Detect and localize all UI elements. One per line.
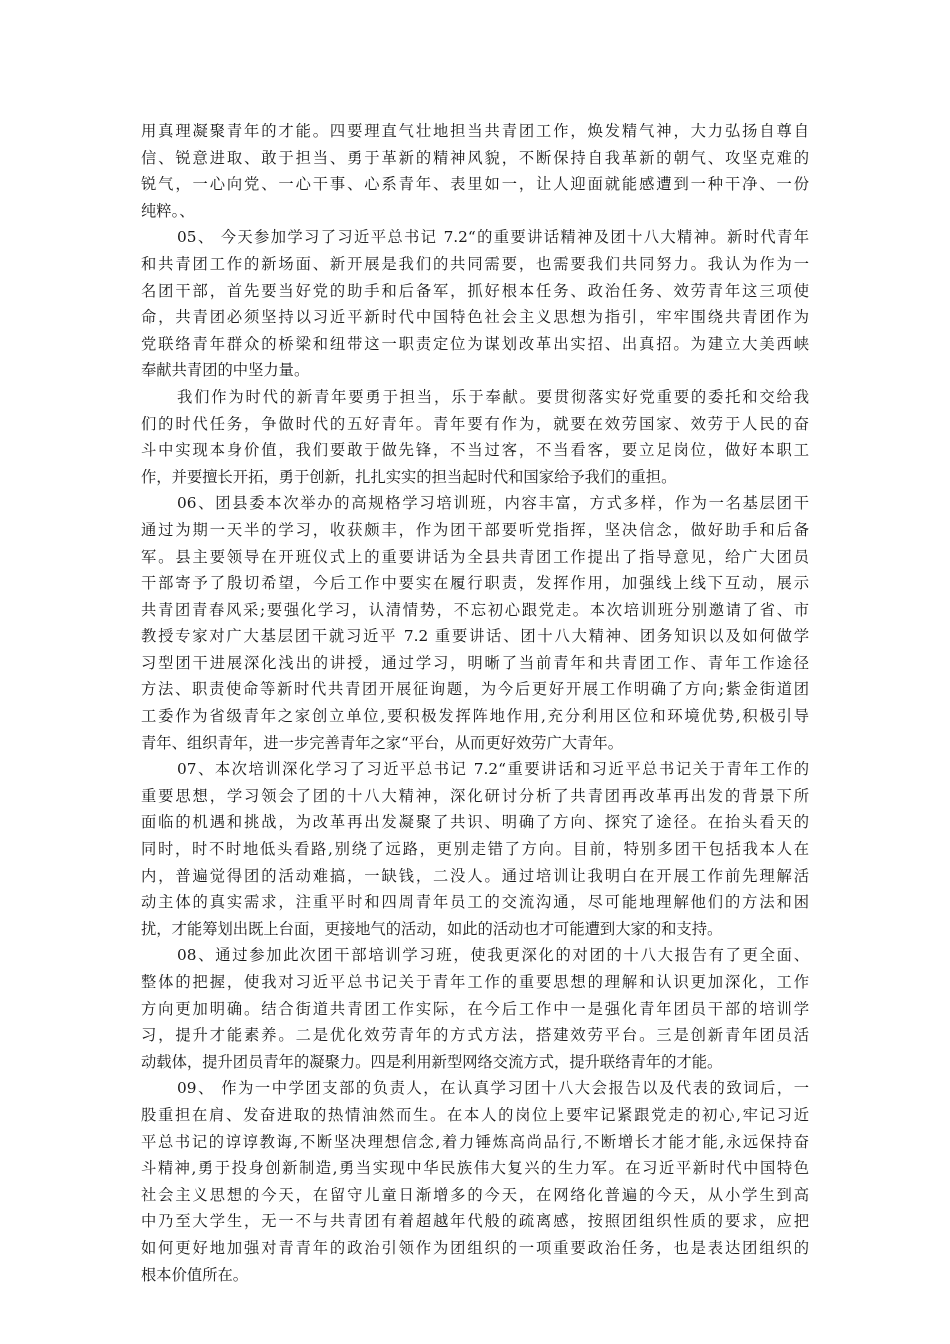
text-line: 干部寄予了殷切希望，今后工作中要实在履行职责，发挥作用，加强线上线下互动，展示 (141, 574, 809, 593)
text-line: 面临的机遇和挑战，为改革再出发凝聚了共识、明确了方向、探究了途径。在抬头看天的 (141, 813, 809, 832)
text-line: 动主体的真实需求，注重平时和四周青年员工的交流沟通，尽可能地理解他们的方法和困 (141, 893, 809, 912)
paragraph (141, 942, 809, 1075)
text-line: 平总书记的谆谆教诲,不断坚决理想信念,着力锤炼高尚品行,不断增长才能才能,永远保持奋 (141, 1132, 809, 1151)
paragraph (141, 224, 809, 384)
paragraph (141, 384, 809, 490)
text-line: 扰，才能筹划出既上台面，更接地气的活动，如此的活动也才可能遭到大家的和支持。 (141, 919, 723, 938)
text-line: 方向更加明确。结合街道共青团工作实际，在今后工作中一是强化青年团员干部的培训学 (141, 999, 809, 1018)
paragraph (141, 118, 809, 224)
text-line: 方法、职责使命等新时代共青团开展征询题，为今后更好开展工作明确了方向;紫金街道团 (141, 680, 809, 699)
text-line: 教授专家对广大基层团干就习近平 7.2 重要讲话、团十八大精神、团务知识以及如何做学 (141, 627, 809, 646)
text-line: 纯粹。、 (141, 201, 195, 220)
text-line: 锐气，一心向党、一心干事、心系青年、表里如一，让人迎面就能感遭到一种干净、一份 (141, 175, 809, 194)
text-line: 奉献共青团的中坚力量。 (141, 361, 310, 380)
text-line: 通过为期一天半的学习，收获颇丰，作为团干部要听党指挥，坚决信念，做好助手和后备 (141, 520, 809, 539)
text-line: 青年、组织青年，进一步完善青年之家“平台，从而更好效劳广大青年。 (141, 733, 624, 752)
paragraph (141, 1075, 809, 1288)
text-line: 党联络青年群众的桥梁和纽带这一职责定位为谋划改革出实招、出真招。为建立大美西峡 (141, 334, 809, 353)
text-line: 共青团青春风采;要强化学习，认清情势，不忘初心跟党走。本次培训班分别邀请了省、市 (141, 600, 809, 619)
text-line: 动载体，提升团员青年的凝聚力。四是利用新型网络交流方式，提升联络青年的才能。 (141, 1052, 723, 1071)
text-line: 08、通过参加此次团干部培训学习班，使我更深化的对团的十八大报告有了更全面、 (177, 946, 809, 965)
document-page (141, 118, 809, 1288)
text-line: 社会主义思想的今天，在留守儿童日渐增多的今天，在网络化普遍的今天，从小学生到高 (141, 1185, 809, 1204)
text-line: 07、本次培训深化学习了习近平总书记 7.2“重要讲话和习近平总书记关于青年工作的 (177, 760, 809, 779)
text-line: 习，提升才能素养。二是优化效劳青年的方式方法，搭建效劳平台。三是创新青年团员活 (141, 1026, 809, 1045)
text-line: 工委作为省级青年之家创立单位,要积极发挥阵地作用,充分利用区位和环境优势,积极引导 (141, 707, 809, 726)
text-line: 习型团干进展深化浅出的讲授，通过学习，明晰了当前青年和共青团工作、青年工作途径 (141, 653, 809, 672)
text-line: 斗精神,勇于投身创新制造,勇当实现中华民族伟大复兴的生力军。在习近平新时代中国特色 (141, 1159, 809, 1178)
text-line: 命，共青团必须坚持以习近平新时代中国特色社会主义思想为指引，牢牢围绕共青团作为 (141, 308, 809, 327)
text-line: 重要思想，学习领会了团的十八大精神，深化研讨分析了共青团再改革再出发的背景下所 (141, 786, 809, 805)
text-line: 同时，时不时地低头看路,别绕了远路，更别走错了方向。目前，特别多团干包括我本人在 (141, 840, 809, 859)
text-line: 05、 今天参加学习了习近平总书记 7.2“的重要讲话精神及团十八大精神。新时代青年 (177, 228, 809, 247)
text-line: 用真理凝聚青年的才能。四要理直气壮地担当共青团工作，焕发精气神，大力弘扬自尊自 (141, 122, 809, 140)
text-line: 股重担在肩、发奋进取的热情油然而生。在本人的岗位上要牢记紧跟党走的初心,牢记习近 (141, 1105, 809, 1124)
paragraph (141, 756, 809, 942)
text-line: 我们作为时代的新青年要勇于担当，乐于奉献。要贯彻落实好党重要的委托和交给我 (177, 387, 809, 406)
text-line: 根本价值所在。 (141, 1265, 249, 1284)
paragraph (141, 490, 809, 756)
text-line: 军。县主要领导在开班仪式上的重要讲话为全县共青团工作提出了指导意见，给广大团员 (141, 547, 809, 566)
text-line: 09、 作为一中学团支部的负责人，在认真学习团十八大会报告以及代表的致词后，一 (177, 1079, 809, 1098)
text-line: 信、锐意进取、敢于担当、勇于革新的精神风貌，不断保持自我革新的朝气、攻坚克难的 (141, 148, 809, 167)
text-line: 斗中实现本身价值，我们要敢于做先锋，不当过客，不当看客，要立足岗位，做好本职工 (141, 441, 809, 460)
text-line: 整体的把握，使我对习近平总书记关于青年工作的重要思想的理解和认识更加深化，工作 (141, 973, 809, 991)
text-line: 和共青团工作的新场面、新开展是我们的共同需要，也需要我们共同努力。我认为作为一 (141, 254, 809, 273)
text-line: 作，并要擅长开拓，勇于创新，扎扎实实的担当起时代和国家给予我们的重担。 (141, 467, 677, 486)
text-line: 内，普遍觉得团的活动难搞，一缺钱，二没人。通过培训让我明白在开展工作前先理解活 (141, 866, 809, 885)
text-line: 如何更好地加强对青青年的政治引领作为团组织的一项重要政治任务，也是表达团组织的 (141, 1238, 809, 1257)
text-line: 们的时代任务，争做时代的五好青年。青年要有作为，就要在效劳国家、效劳于人民的奋 (141, 414, 809, 433)
text-line: 名团干部，首先要当好党的助手和后备军，抓好根本任务、政治任务、效劳青年这三项使 (141, 281, 809, 300)
text-line: 中乃至大学生，无一不与共青团有着超越年代般的疏离感，按照团组织性质的要求，应把 (141, 1212, 809, 1231)
text-line: 06、团县委本次举办的高规格学习培训班，内容丰富，方式多样，作为一名基层团干 (177, 494, 809, 513)
